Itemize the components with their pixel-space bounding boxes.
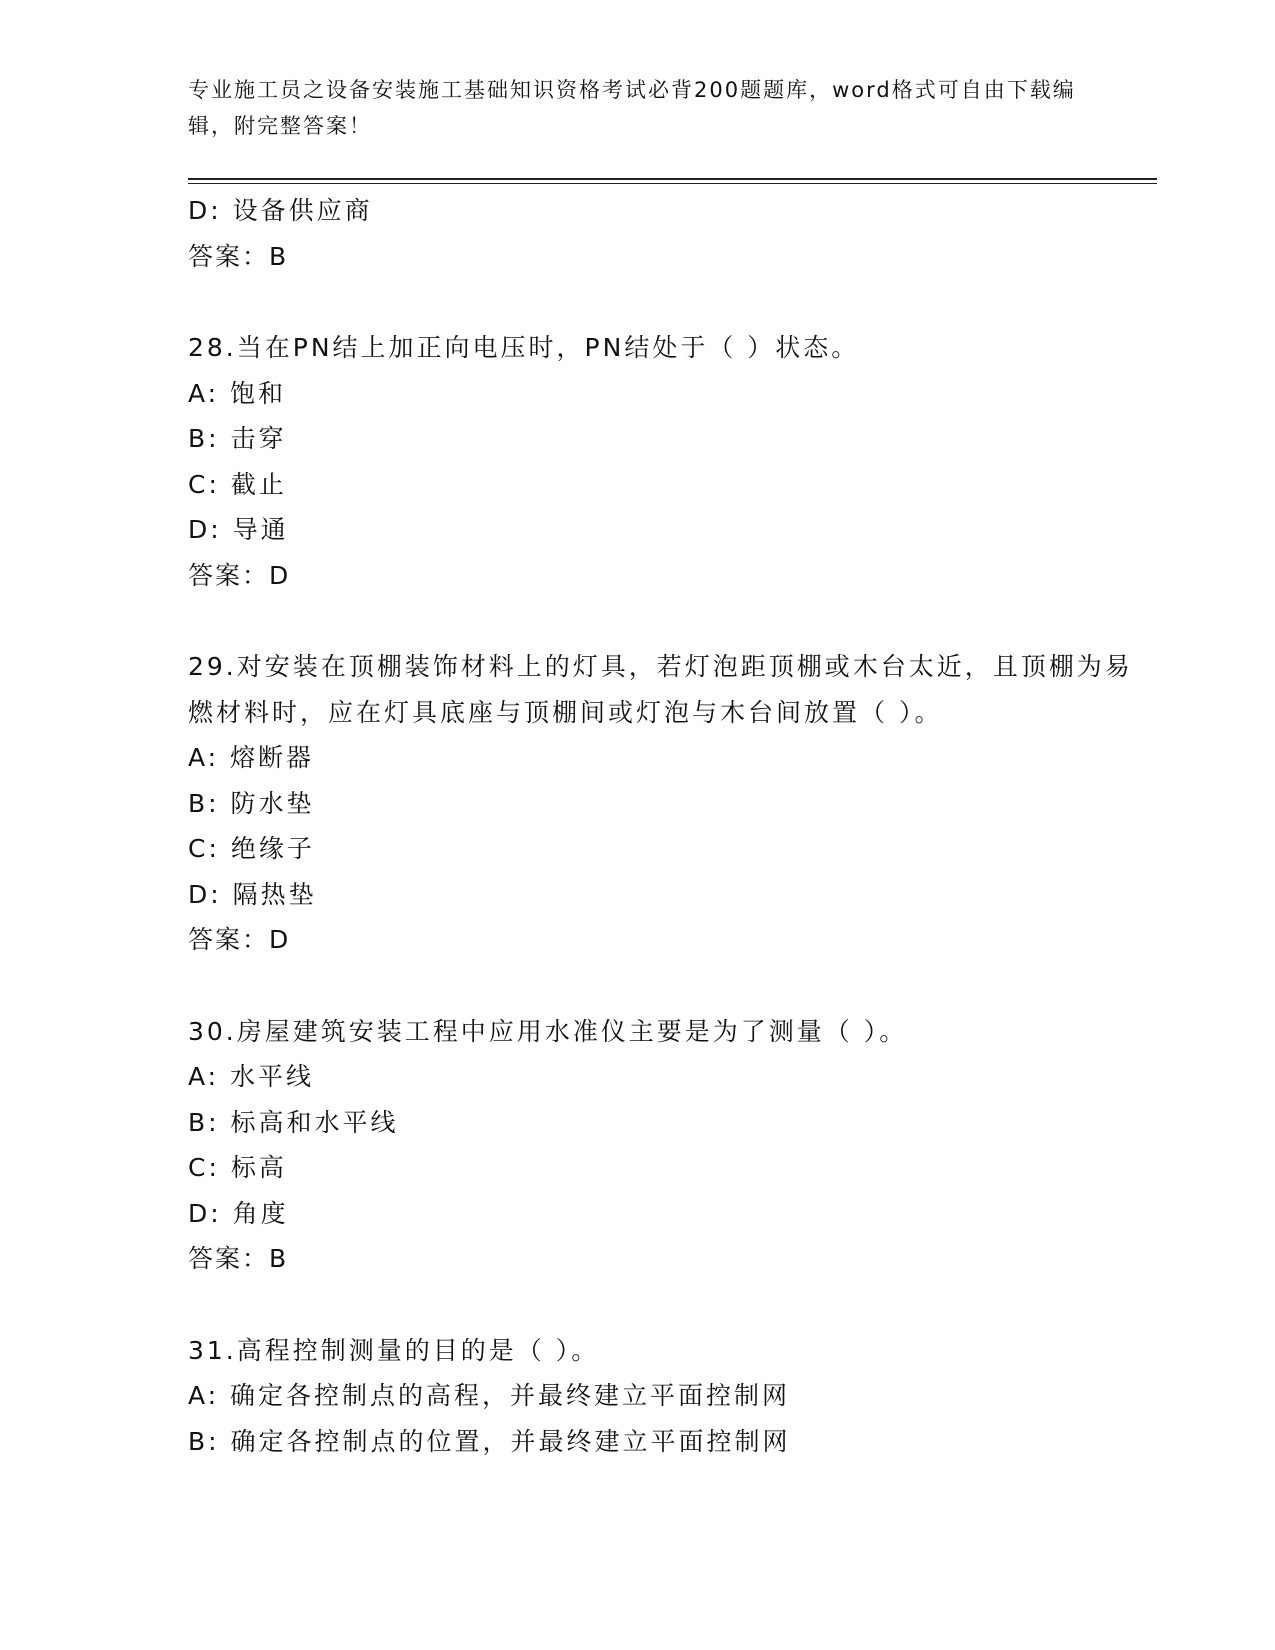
option-line: A: 确定各控制点的高程，并最终建立平面控制网 [188,1381,791,1410]
option-line: B: 击穿 [188,424,287,453]
option-line: A: 水平线 [188,1062,315,1091]
question-content [188,188,1158,1464]
option-line: B: 标高和水平线 [188,1107,399,1137]
option-line: B: 防水垫 [188,788,315,818]
option-line: D: 导通 [188,515,289,544]
question-28 [188,325,1158,598]
document-header: 专业施工员之设备安装施工基础知识资格考试必背200题题库，word格式可自由下载编辑，附完整答案！ [188,78,1076,138]
option-line: A: 饱和 [188,378,287,408]
question-31 [188,1328,1158,1465]
question-stem: 28.当在PN结上加正向电压时，PN结处于（ ）状态。 [188,333,860,362]
question-stem: 31.高程控制测量的目的是（ ）。 [188,1335,600,1365]
answer-line: 答案：D [188,560,291,590]
question-29 [188,644,1158,963]
header-divider-thick [188,178,1157,180]
option-line: C: 标高 [188,1153,287,1182]
spacer [188,963,1158,1009]
option-line: D: 设备供应商 [188,196,373,225]
option-line: B: 确定各控制点的位置，并最终建立平面控制网 [188,1426,791,1456]
option-line: C: 绝缘子 [188,834,315,863]
question-stem: 30.房屋建筑安装工程中应用水准仪主要是为了测量（ ）。 [188,1016,908,1046]
header-divider-thin [188,183,1157,184]
previous-question-tail [188,188,1158,279]
answer-line: 答案：B [188,1244,289,1273]
option-line: D: 角度 [188,1198,289,1228]
option-line: C: 截止 [188,469,287,499]
answer-line: 答案：B [188,241,289,271]
spacer [188,279,1158,325]
spacer [188,1282,1158,1328]
answer-line: 答案：D [188,925,291,954]
question-30 [188,1009,1158,1282]
question-stem: 29.对安装在顶棚装饰材料上的灯具，若灯泡距顶棚或木台太近，且顶棚为易燃材料时，应在灯具底座与顶棚间或灯泡与木台间放置（ ）。 [188,652,1133,727]
option-line: D: 隔热垫 [188,879,317,909]
spacer [188,598,1158,644]
option-line: A: 熔断器 [188,743,315,772]
